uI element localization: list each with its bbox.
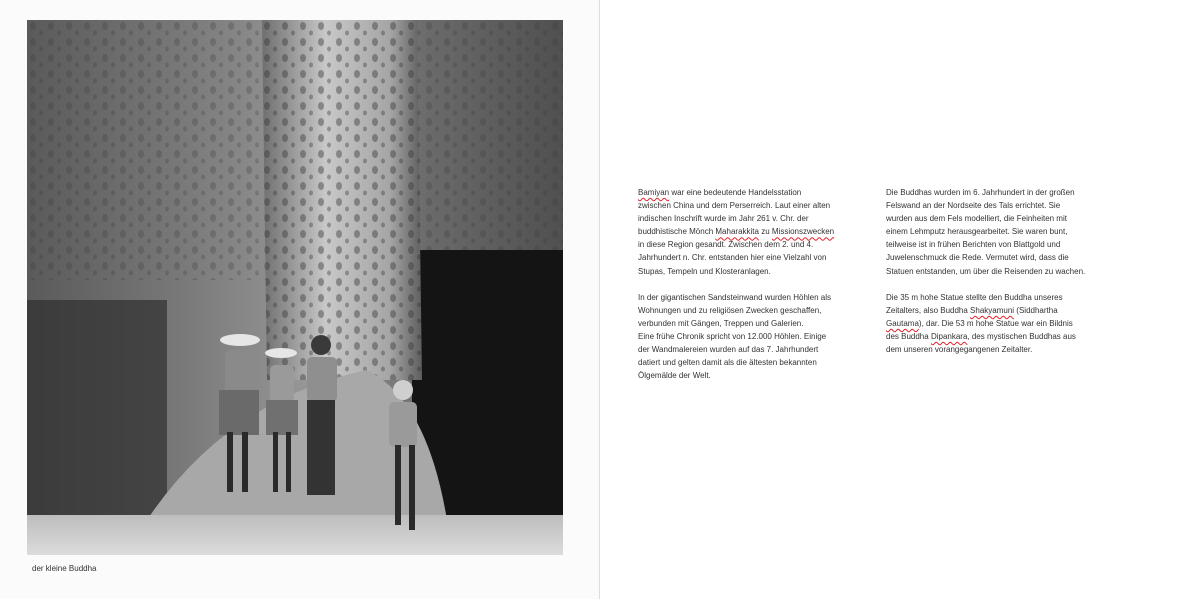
text-line: verbunden mit Gängen, Treppen und Galerien. xyxy=(638,318,804,328)
text-line: der Wandmalereien wurden auf das 7. Jahrhundert xyxy=(638,345,819,355)
paragraph xyxy=(886,186,1101,278)
text-line: Die 35 m hohe Statue stellte den Buddha unseres xyxy=(886,292,1063,302)
text-line: Gautama), dar. Die 53 m hohe Statue war ein Bildnis xyxy=(886,318,1073,328)
photo-caption: der kleine Buddha xyxy=(32,564,97,573)
text-line: Juwelenschmuck die Rede. Vermutet wird, dass die xyxy=(886,253,1069,263)
text-line: teilweise ist in frühen Berichten von Blattgold und xyxy=(886,240,1061,250)
text-line: Bamiyan war eine bedeutende Handelsstation xyxy=(638,188,802,197)
text-line: Ölgemälde der Welt. xyxy=(638,371,711,381)
text-line: Eine frühe Chronik spricht von 12.000 Höhlen. Einige xyxy=(638,331,827,341)
text-line: wurden aus dem Fels modelliert, die Feinheiten mit xyxy=(886,214,1067,224)
text-line: Stupas, Tempeln und Klosteranlagen. xyxy=(638,266,771,276)
paragraph xyxy=(638,186,853,278)
spellcheck-flag: Missionszwecken xyxy=(771,227,835,237)
text-line: Zeitalters, also Buddha Shakyamuni (Siddhartha xyxy=(886,305,1058,315)
text-line: Felswand an der Nordseite des Tals errichtet. Sie xyxy=(886,201,1061,211)
text-column-left xyxy=(638,186,853,395)
text-line: Statuen entstanden, um über die Reisenden zu wachen. xyxy=(886,266,1086,276)
text-line: buddhistische Mönch Maharakkita zu Missionszwecken xyxy=(638,227,835,237)
text-column-right xyxy=(886,186,1101,369)
text-line: des Buddha Dipankara, des mystischen Buddhas aus xyxy=(886,331,1076,341)
text-line: In der gigantischen Sandsteinwand wurden Höhlen als xyxy=(638,292,832,302)
paragraph xyxy=(886,291,1101,356)
spellcheck-flag: Shakyamuni xyxy=(970,305,1015,315)
text-line: einem Lehmputz herausgearbeitet. Sie waren bunt, xyxy=(886,227,1068,237)
spellcheck-flag: Maharakkita xyxy=(715,227,759,237)
paragraph xyxy=(638,291,853,383)
text-line: Wohnungen und zu religiösen Zwecken geschaffen, xyxy=(638,305,822,315)
text-line: dem unseren vorangegangenen Zeitalter. xyxy=(886,345,1033,355)
text-line: datiert und gelten damit als die ältesten bekannten xyxy=(638,358,817,368)
right-page xyxy=(600,0,1200,599)
text-line: Jahrhundert n. Chr. entstanden hier eine Vielzahl von xyxy=(638,253,827,263)
spellcheck-flag: Bamiyan xyxy=(638,188,670,197)
text-line: Die Buddhas wurden im 6. Jahrhundert in der großen xyxy=(886,188,1075,197)
text-line: indischen Inschrift wurde im Jahr 261 v. Chr. der xyxy=(638,214,809,224)
photo-children-at-cave-wall xyxy=(27,20,563,555)
text-line: zwischen China und dem Perserreich. Laut einer alten xyxy=(638,201,831,211)
spellcheck-flag: Dipankara xyxy=(930,331,968,341)
text-line: in diese Region gesandt. Zwischen dem 2. und 4. xyxy=(638,240,814,250)
spellcheck-flag: Gautama xyxy=(886,318,919,328)
